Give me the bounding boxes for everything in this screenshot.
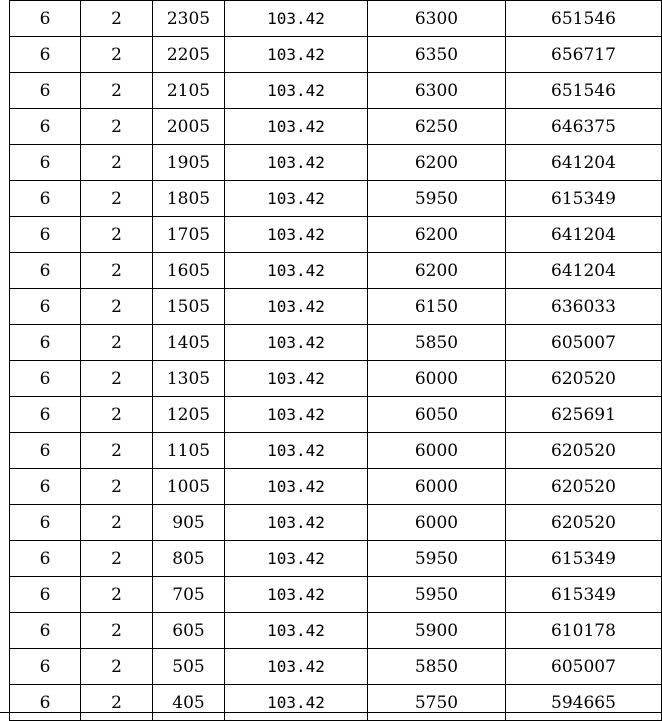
room-cell: 1805 — [153, 181, 225, 217]
unit-price-cell: 5950 — [368, 577, 506, 613]
table-row — [10, 613, 662, 649]
unit-cell: 2 — [81, 685, 153, 721]
total-price-cell: 615349 — [506, 541, 662, 577]
total-price-cell: 656717 — [506, 37, 662, 73]
table-row — [10, 1, 662, 37]
room-cell: 1005 — [153, 469, 225, 505]
building-cell: 6 — [10, 1, 81, 37]
total-price-cell: 610178 — [506, 613, 662, 649]
bottom-divider — [0, 712, 662, 713]
room-cell: 405 — [153, 685, 225, 721]
building-cell: 6 — [10, 145, 81, 181]
total-price-cell: 636033 — [506, 289, 662, 325]
unit-price-cell: 5950 — [368, 181, 506, 217]
table-row — [10, 145, 662, 181]
area-cell: 103.42 — [225, 361, 368, 397]
table-row — [10, 253, 662, 289]
building-cell: 6 — [10, 685, 81, 721]
building-cell: 6 — [10, 649, 81, 685]
total-price-cell: 646375 — [506, 109, 662, 145]
total-price-cell: 605007 — [506, 325, 662, 361]
building-cell: 6 — [10, 181, 81, 217]
area-cell: 103.42 — [225, 289, 368, 325]
unit-cell: 2 — [81, 325, 153, 361]
unit-cell: 2 — [81, 361, 153, 397]
table-row — [10, 361, 662, 397]
unit-cell: 2 — [81, 649, 153, 685]
unit-cell: 2 — [81, 397, 153, 433]
table-row — [10, 109, 662, 145]
total-price-cell: 594665 — [506, 685, 662, 721]
unit-cell: 2 — [81, 217, 153, 253]
room-cell: 1305 — [153, 361, 225, 397]
room-cell: 1105 — [153, 433, 225, 469]
unit-cell: 2 — [81, 1, 153, 37]
total-price-cell: 620520 — [506, 361, 662, 397]
unit-cell: 2 — [81, 145, 153, 181]
room-cell: 905 — [153, 505, 225, 541]
unit-price-cell: 6300 — [368, 73, 506, 109]
unit-price-cell: 6150 — [368, 289, 506, 325]
area-cell: 103.42 — [225, 397, 368, 433]
table-row — [10, 469, 662, 505]
total-price-cell: 620520 — [506, 433, 662, 469]
unit-price-cell: 5950 — [368, 541, 506, 577]
table-row — [10, 217, 662, 253]
building-cell: 6 — [10, 505, 81, 541]
room-cell: 705 — [153, 577, 225, 613]
table-row — [10, 577, 662, 613]
area-cell: 103.42 — [225, 217, 368, 253]
area-cell: 103.42 — [225, 253, 368, 289]
unit-price-cell: 6200 — [368, 217, 506, 253]
total-price-cell: 615349 — [506, 181, 662, 217]
unit-cell: 2 — [81, 577, 153, 613]
unit-cell: 2 — [81, 433, 153, 469]
area-cell: 103.42 — [225, 541, 368, 577]
table-row — [10, 397, 662, 433]
room-cell: 1405 — [153, 325, 225, 361]
building-cell: 6 — [10, 469, 81, 505]
building-cell: 6 — [10, 577, 81, 613]
area-cell: 103.42 — [225, 433, 368, 469]
table-row — [10, 685, 662, 721]
total-price-cell: 615349 — [506, 577, 662, 613]
unit-price-cell: 6200 — [368, 253, 506, 289]
building-cell: 6 — [10, 217, 81, 253]
building-cell: 6 — [10, 541, 81, 577]
unit-price-cell: 5850 — [368, 649, 506, 685]
area-cell: 103.42 — [225, 613, 368, 649]
area-cell: 103.42 — [225, 685, 368, 721]
room-cell: 505 — [153, 649, 225, 685]
unit-cell: 2 — [81, 181, 153, 217]
unit-cell: 2 — [81, 253, 153, 289]
building-cell: 6 — [10, 289, 81, 325]
area-cell: 103.42 — [225, 73, 368, 109]
unit-cell: 2 — [81, 505, 153, 541]
unit-cell: 2 — [81, 541, 153, 577]
total-price-cell: 651546 — [506, 73, 662, 109]
table-row — [10, 37, 662, 73]
area-cell: 103.42 — [225, 469, 368, 505]
unit-price-cell: 5750 — [368, 685, 506, 721]
building-cell: 6 — [10, 325, 81, 361]
table-row — [10, 181, 662, 217]
room-cell: 605 — [153, 613, 225, 649]
area-cell: 103.42 — [225, 181, 368, 217]
table-body — [10, 1, 662, 721]
unit-cell: 2 — [81, 109, 153, 145]
total-price-cell: 641204 — [506, 253, 662, 289]
unit-cell: 2 — [81, 469, 153, 505]
table-row — [10, 325, 662, 361]
table-row — [10, 505, 662, 541]
area-cell: 103.42 — [225, 1, 368, 37]
area-cell: 103.42 — [225, 37, 368, 73]
price-table — [9, 0, 662, 721]
total-price-cell: 651546 — [506, 1, 662, 37]
unit-price-cell: 6350 — [368, 37, 506, 73]
room-cell: 1605 — [153, 253, 225, 289]
area-cell: 103.42 — [225, 325, 368, 361]
table-row — [10, 541, 662, 577]
unit-price-cell: 5900 — [368, 613, 506, 649]
room-cell: 2105 — [153, 73, 225, 109]
unit-price-cell: 6250 — [368, 109, 506, 145]
room-cell: 2205 — [153, 37, 225, 73]
unit-price-cell: 6000 — [368, 469, 506, 505]
building-cell: 6 — [10, 253, 81, 289]
area-cell: 103.42 — [225, 577, 368, 613]
unit-price-cell: 5850 — [368, 325, 506, 361]
building-cell: 6 — [10, 73, 81, 109]
area-cell: 103.42 — [225, 145, 368, 181]
building-cell: 6 — [10, 361, 81, 397]
room-cell: 1205 — [153, 397, 225, 433]
building-cell: 6 — [10, 397, 81, 433]
table-row — [10, 289, 662, 325]
room-cell: 1905 — [153, 145, 225, 181]
area-cell: 103.42 — [225, 505, 368, 541]
room-cell: 805 — [153, 541, 225, 577]
building-cell: 6 — [10, 109, 81, 145]
room-cell: 2005 — [153, 109, 225, 145]
price-table-sheet — [9, 0, 661, 721]
unit-cell: 2 — [81, 289, 153, 325]
table-row — [10, 649, 662, 685]
unit-price-cell: 6300 — [368, 1, 506, 37]
room-cell: 1505 — [153, 289, 225, 325]
total-price-cell: 605007 — [506, 649, 662, 685]
area-cell: 103.42 — [225, 109, 368, 145]
table-row — [10, 73, 662, 109]
unit-price-cell: 6000 — [368, 433, 506, 469]
area-cell: 103.42 — [225, 649, 368, 685]
unit-cell: 2 — [81, 73, 153, 109]
unit-price-cell: 6050 — [368, 397, 506, 433]
unit-price-cell: 6000 — [368, 361, 506, 397]
total-price-cell: 625691 — [506, 397, 662, 433]
room-cell: 1705 — [153, 217, 225, 253]
unit-price-cell: 6200 — [368, 145, 506, 181]
unit-cell: 2 — [81, 613, 153, 649]
total-price-cell: 641204 — [506, 145, 662, 181]
table-row — [10, 433, 662, 469]
building-cell: 6 — [10, 37, 81, 73]
total-price-cell: 641204 — [506, 217, 662, 253]
building-cell: 6 — [10, 613, 81, 649]
room-cell: 2305 — [153, 1, 225, 37]
unit-price-cell: 6000 — [368, 505, 506, 541]
building-cell: 6 — [10, 433, 81, 469]
total-price-cell: 620520 — [506, 505, 662, 541]
unit-cell: 2 — [81, 37, 153, 73]
total-price-cell: 620520 — [506, 469, 662, 505]
